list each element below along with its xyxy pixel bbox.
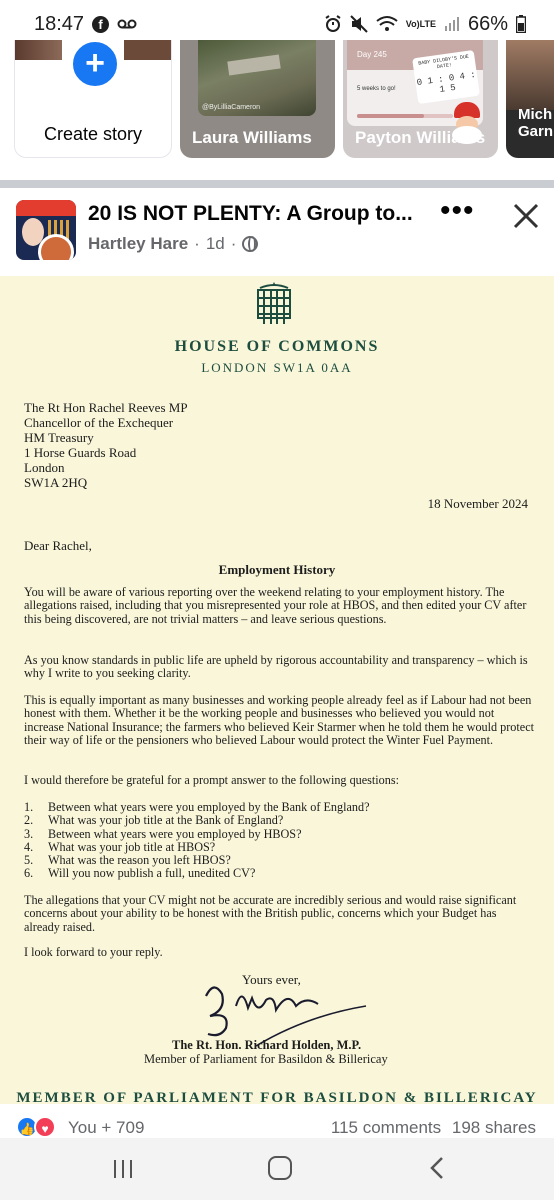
reaction-count[interactable]: You + 709 bbox=[68, 1118, 145, 1137]
shares-count[interactable]: 198 shares bbox=[451, 1118, 536, 1137]
reactions-bar bbox=[0, 1104, 554, 1138]
letter-paragraph: This is equally important as many businesses and working people already feel as if Labour had not been honest with them. Whether it be the working people and businesses who believed you would not increase National Insurance; the farmers who believed Keir Starmer when he told them he would protect their way of life or the pensioners who believed Labour would protect the Winter Fuel Payment. bbox=[24, 693, 534, 747]
globe-icon bbox=[242, 236, 258, 252]
list-item: 4. What was your job title at HBOS? bbox=[24, 839, 216, 854]
group-title[interactable]: 20 IS NOT PLENTY: A Group to... bbox=[88, 202, 413, 225]
recipient-address bbox=[24, 400, 188, 490]
countdown-widget bbox=[412, 50, 480, 104]
stories-tray bbox=[0, 40, 554, 168]
letterhead-org: HOUSE OF COMMONS bbox=[174, 338, 380, 355]
status-time: 18:47 bbox=[34, 12, 85, 35]
countdown-value: 0 1 : 0 4 : 1 5 bbox=[416, 69, 477, 95]
letter-paragraph: As you know standards in public life are upheld by rigorous accountability and transparency – which is why I write to you seeking clarity. bbox=[24, 653, 528, 681]
more-options-button[interactable]: ••• bbox=[440, 194, 475, 227]
list-item: 2. What was your job title at the Bank of England? bbox=[24, 813, 284, 828]
story-name: Payton Williams bbox=[355, 128, 486, 147]
list-item: 1. Between what years were you employed by the Bank of England? bbox=[24, 800, 370, 814]
signer-role: Member of Parliament for Basildon & Billericay bbox=[144, 1052, 388, 1066]
letter-date: 18 November 2024 bbox=[427, 496, 528, 511]
letter-paragraph: The allegations that your CV might not be accurate are incredibly serious and would raise significant concerns about your ability to be honest with the British public, concerns which your Budget has already raised. bbox=[24, 893, 517, 934]
story-name: Mich Garn bbox=[518, 106, 554, 140]
address-line: The Rt Hon Rachel Reeves MP bbox=[24, 400, 188, 415]
letter-footer: MEMBER OF PARLIAMENT FOR BASILDON & BILLERICAY bbox=[16, 1090, 538, 1104]
plus-icon[interactable]: + bbox=[69, 40, 121, 90]
reaction-icons[interactable] bbox=[16, 1116, 56, 1138]
post-author[interactable]: Hartley Hare bbox=[88, 234, 189, 253]
letter-paragraph: I look forward to your reply. bbox=[24, 945, 163, 959]
address-line: HM Treasury bbox=[24, 430, 94, 445]
story-card-mich[interactable] bbox=[506, 40, 554, 158]
network-label: LTE bbox=[419, 18, 436, 29]
group-avatar[interactable] bbox=[16, 200, 76, 260]
close-icon bbox=[506, 196, 546, 236]
like-icon: 👍 bbox=[16, 1116, 38, 1138]
post-meta bbox=[88, 234, 258, 254]
volte-icon: Vo) LTE bbox=[405, 18, 436, 29]
signal-icon bbox=[444, 16, 460, 32]
letter-paragraph: You will be aware of various reporting over the weekend relating to your employment history. The allegations raised, including that you misrepresented your role at HBOS, and then edited your CV after this being discovered, are not trivial matters – and leave serious questions. bbox=[24, 585, 527, 626]
meta-separator: · bbox=[194, 234, 200, 253]
create-story-label: Create story bbox=[43, 124, 143, 144]
battery-icon bbox=[516, 15, 526, 33]
countdown-badge: BABY DILOBY'S DUE DATE! bbox=[417, 53, 470, 71]
comments-count[interactable]: 115 comments bbox=[330, 1118, 442, 1137]
post-image-letter[interactable] bbox=[0, 276, 554, 1104]
letter-heading: Employment History bbox=[218, 562, 336, 577]
portcullis-crest-icon bbox=[252, 280, 296, 328]
battery-percent: 66% bbox=[467, 12, 508, 35]
story-thumbnail bbox=[506, 40, 554, 110]
post-time[interactable]: 1d bbox=[205, 234, 225, 253]
letterhead-address: LONDON SW1A 0AA bbox=[201, 360, 353, 375]
system-navigation-bar bbox=[0, 1138, 554, 1200]
letter-salutation: Dear Rachel, bbox=[24, 538, 92, 553]
signer-name: The Rt. Hon. Richard Holden, M.P. bbox=[172, 1038, 362, 1052]
recent-apps-button[interactable] bbox=[114, 1160, 132, 1178]
story-card-laura[interactable] bbox=[180, 40, 335, 158]
voicemail-icon bbox=[117, 18, 137, 30]
story-name: Laura Williams bbox=[192, 128, 312, 147]
question-list bbox=[24, 801, 534, 881]
mute-icon bbox=[350, 15, 368, 33]
meta-separator: · bbox=[230, 234, 237, 253]
story-card-payton[interactable] bbox=[343, 40, 498, 158]
story-watermark: @ByLilliaCameron bbox=[202, 104, 261, 111]
story-day-label: Day 245 bbox=[347, 40, 483, 70]
letter-paragraph: I would therefore be grateful for a prompt answer to the following questions: bbox=[24, 773, 399, 787]
back-icon bbox=[424, 1154, 452, 1182]
facebook-icon: f bbox=[92, 16, 109, 33]
list-item: 5. What was the reason you left HBOS? bbox=[24, 853, 231, 868]
address-line: Chancellor of the Exchequer bbox=[24, 415, 174, 430]
address-line: SW1A 2HQ bbox=[24, 475, 88, 490]
wifi-icon bbox=[376, 15, 398, 33]
close-button[interactable] bbox=[506, 196, 546, 236]
address-line: London bbox=[24, 460, 65, 475]
letter-signoff: Yours ever, bbox=[242, 972, 301, 987]
progress-bar bbox=[357, 114, 453, 118]
list-item: 3. Between what years were you employed by HBOS? bbox=[24, 826, 302, 841]
home-button[interactable] bbox=[268, 1156, 292, 1180]
section-divider bbox=[0, 180, 554, 188]
engagement-counts bbox=[331, 1118, 536, 1138]
love-icon: ♥ bbox=[34, 1116, 56, 1138]
address-line: 1 Horse Guards Road bbox=[24, 445, 137, 460]
story-subtitle: 5 weeks to go! bbox=[357, 86, 396, 92]
post-header bbox=[0, 188, 554, 270]
create-story-card[interactable] bbox=[14, 40, 172, 158]
alarm-icon bbox=[324, 15, 342, 33]
list-item: 6. Will you now publish a full, unedited CV? bbox=[24, 866, 256, 881]
back-button[interactable] bbox=[424, 1154, 452, 1182]
